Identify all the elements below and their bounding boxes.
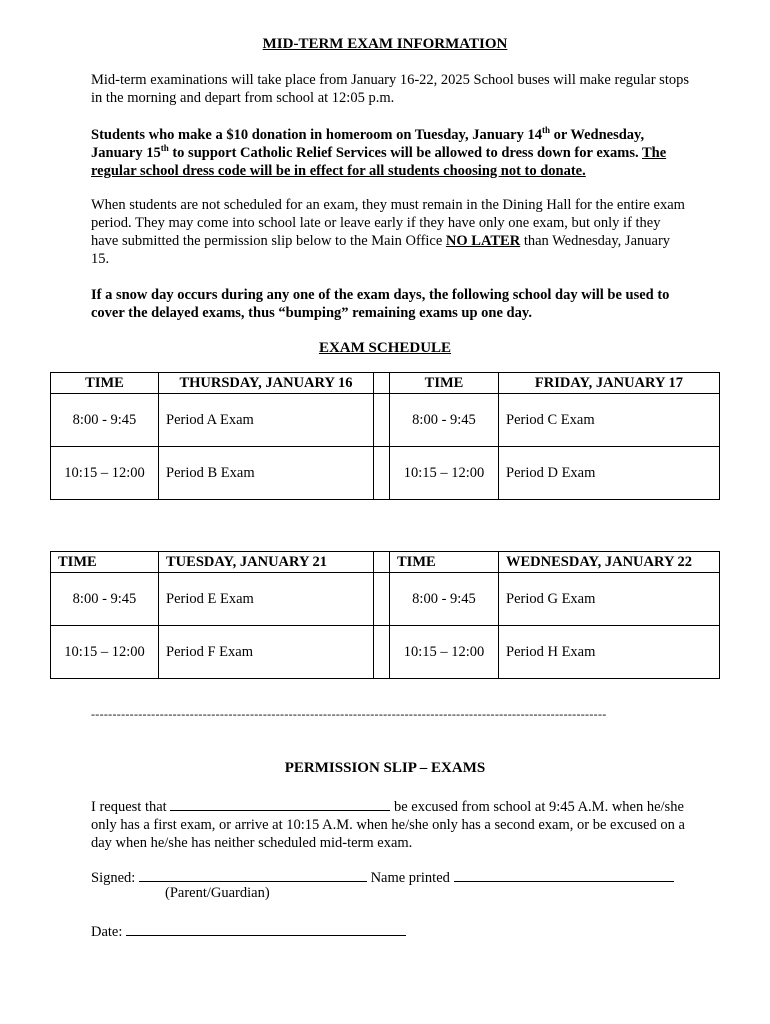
dress-down-paragraph (91, 126, 691, 180)
date-line (91, 921, 406, 941)
dress-code-notice: The regular school dress code will be in effect for all students choosing not to donate. (91, 145, 667, 179)
no-later-emphasis: NO LATER (445, 233, 521, 249)
spacer-cell (374, 394, 390, 447)
day-header-friday: FRIDAY, JANUARY 17 (499, 373, 720, 394)
name-printed-label: Name printed (366, 870, 454, 886)
page-title: MID-TERM EXAM INFORMATION (262, 36, 508, 52)
time-cell: 10:15 – 12:00 (51, 447, 159, 500)
dining-hall-paragraph (91, 196, 691, 268)
intro-paragraph: Mid-term examinations will take place from January 16-22, 2025 School buses will make regular stops in the morning and depart from school at 12:05 p.m. (91, 72, 689, 106)
time-header: TIME (390, 552, 499, 573)
dining-text-after: than Wednesday, January 15. (91, 233, 671, 267)
exam-schedule-table-week1 (50, 372, 720, 500)
day-header-wednesday: WEDNESDAY, JANUARY 22 (499, 552, 720, 573)
time-cell: 8:00 - 9:45 (390, 394, 499, 447)
date-label: Date: (91, 924, 127, 940)
date-blank[interactable] (126, 921, 406, 936)
day-header-tuesday: TUESDAY, JANUARY 21 (159, 552, 374, 573)
permission-request-paragraph (91, 796, 691, 852)
spacer-cell (374, 573, 390, 626)
request-text-after: be excused from school at 9:45 A.M. when he/she only has a first exam, or arrive at 10:15 A.M. when he/she only has a second exam, or be excused on a day when he/she has neither scheduled mid-term exam. (91, 799, 685, 851)
exam-schedule-title: EXAM SCHEDULE (318, 340, 452, 356)
time-header: TIME (51, 373, 159, 394)
permission-slip-title: PERMISSION SLIP – EXAMS (284, 760, 486, 776)
exam-cell: Period A Exam (159, 394, 374, 447)
time-header: TIME (51, 552, 159, 573)
time-cell: 10:15 – 12:00 (51, 626, 159, 679)
time-cell: 8:00 - 9:45 (51, 394, 159, 447)
snow-day-paragraph: If a snow day occurs during any one of the exam days, the following school day will be used to cover the delayed exams, thus “bumping” remaining exams up one day. (91, 287, 670, 321)
spacer-cell (374, 626, 390, 679)
student-name-blank[interactable] (170, 796, 390, 811)
request-text-before: I request that (91, 799, 171, 815)
exam-cell: Period B Exam (159, 447, 374, 500)
spacer-cell (374, 447, 390, 500)
time-cell: 8:00 - 9:45 (51, 573, 159, 626)
day-header-thursday: THURSDAY, JANUARY 16 (159, 373, 374, 394)
time-header: TIME (390, 373, 499, 394)
exam-cell: Period D Exam (499, 447, 720, 500)
signature-line (91, 867, 731, 887)
table-row (51, 447, 720, 500)
table-row (51, 394, 720, 447)
time-cell: 10:15 – 12:00 (390, 447, 499, 500)
ordinal-suffix: th (160, 143, 169, 154)
exam-cell: Period C Exam (499, 394, 720, 447)
time-cell: 8:00 - 9:45 (390, 573, 499, 626)
ordinal-suffix: th (541, 125, 550, 136)
exam-cell: Period F Exam (159, 626, 374, 679)
table-header-row (51, 373, 720, 394)
name-printed-blank[interactable] (454, 867, 674, 882)
table-row (51, 573, 720, 626)
exam-cell: Period E Exam (159, 573, 374, 626)
parent-guardian-label: (Parent/Guardian) (165, 885, 270, 901)
time-cell: 10:15 – 12:00 (390, 626, 499, 679)
signed-label: Signed: (91, 870, 139, 886)
table-header-row (51, 552, 720, 573)
exam-cell: Period H Exam (499, 626, 720, 679)
spacer-cell (374, 373, 390, 394)
spacer-cell (374, 552, 390, 573)
dress-down-text-1: Students who make a $10 donation in homeroom on Tuesday, January 14 (91, 127, 542, 143)
dress-down-text-3: to support Catholic Relief Services will be allowed to dress down for exams. (168, 145, 639, 161)
dining-text-before: When students are not scheduled for an exam, they must remain in the Dining Hall for the entire exam period. They may come into school late or leave early if they have only one exam, but only if they have submitted the permission slip below to the Main Office (91, 197, 685, 249)
signature-blank[interactable] (139, 867, 367, 882)
exam-cell: Period G Exam (499, 573, 720, 626)
dress-down-text-2: or Wednesday, January 15 (91, 127, 645, 161)
table-row (51, 626, 720, 679)
exam-schedule-table-week2 (50, 551, 720, 679)
cut-line-separator: ------------------------------------------------------------------------------------------------------------------------ (91, 707, 607, 721)
